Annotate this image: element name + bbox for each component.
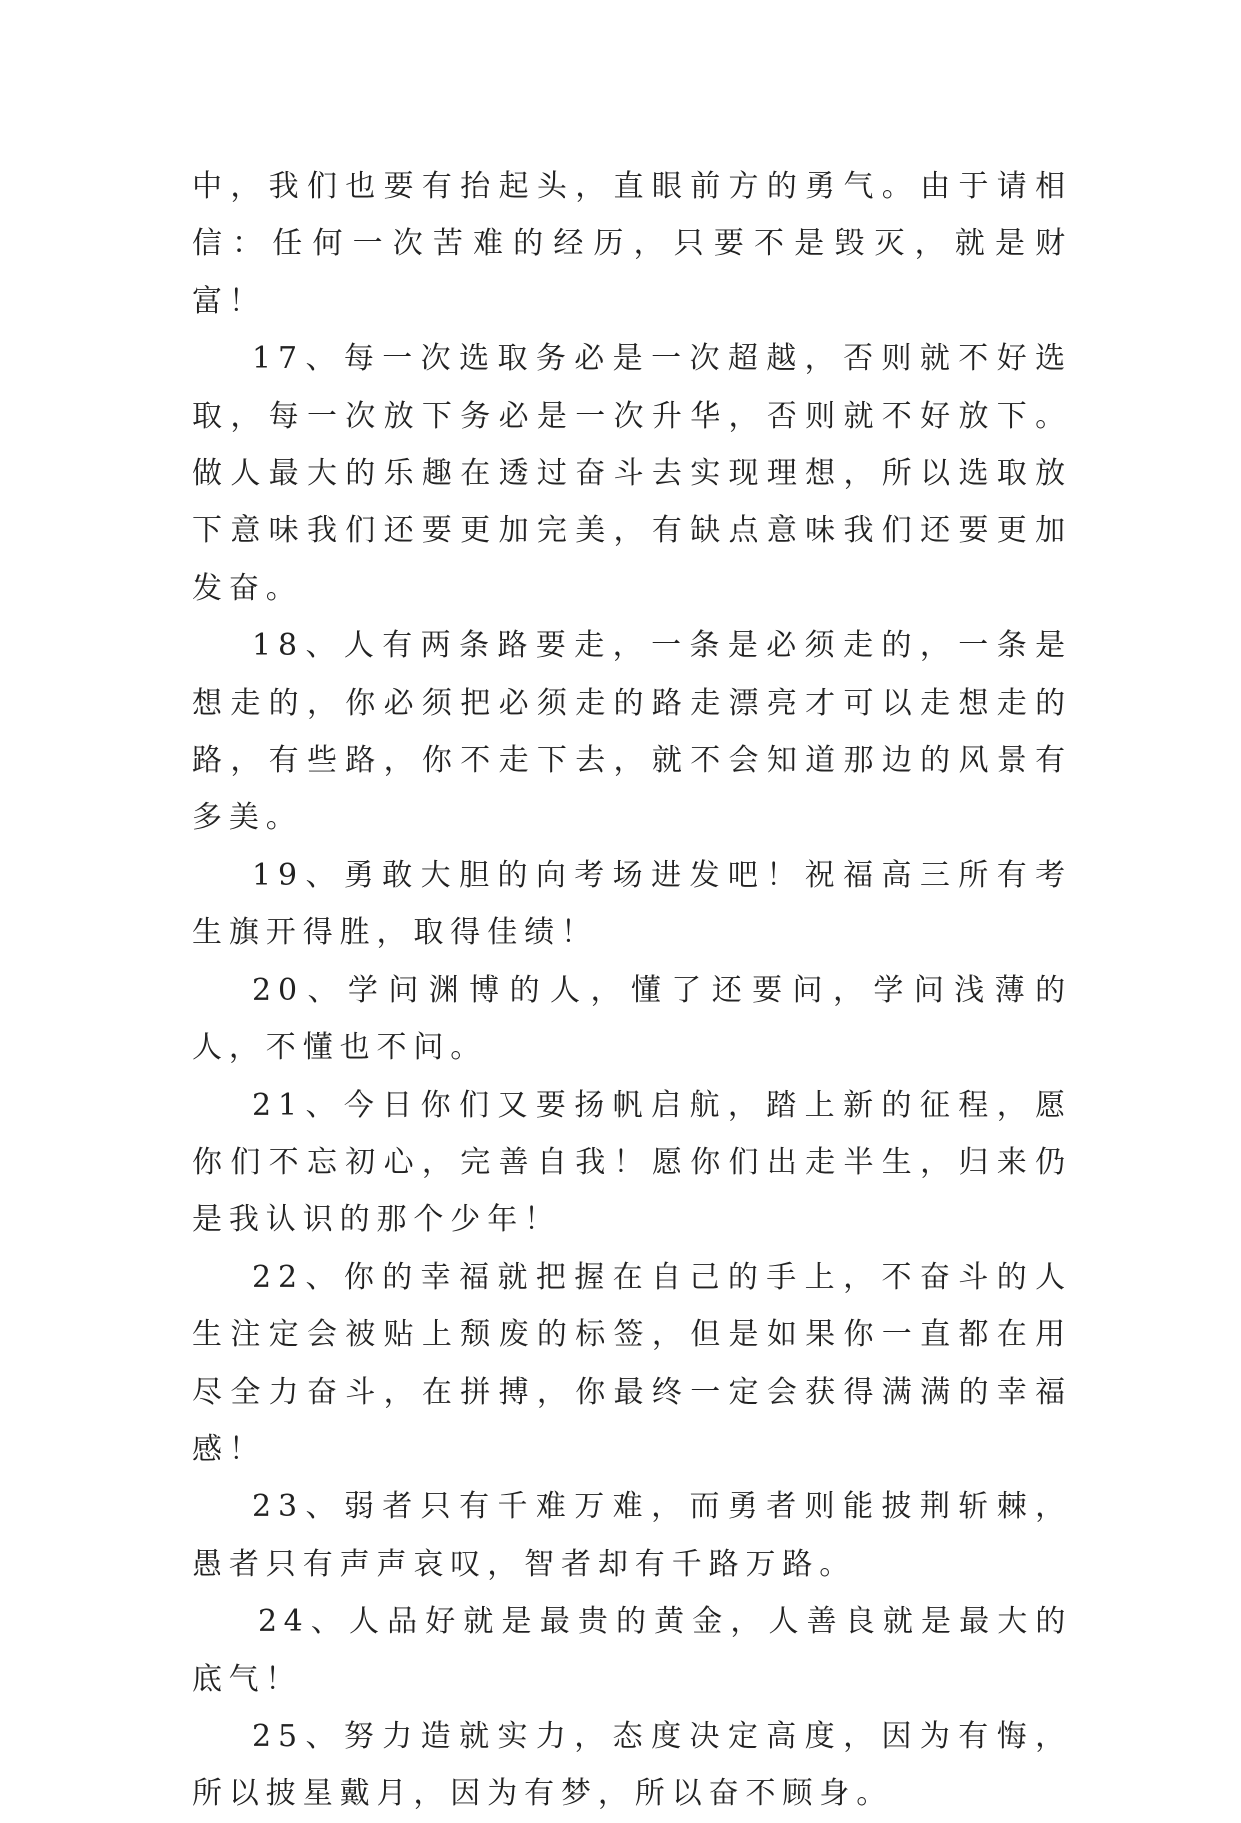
paragraph-22: 22、你的幸福就把握在自己的手上，不奋斗的人生注定会被贴上颓废的标签，但是如果你一直都在用尽全力奋斗，在拼搏，你最终一定会获得满满的幸福感！ <box>192 1259 1072 1467</box>
document-body <box>192 158 1072 1823</box>
paragraph-25: 25、努力造就实力，态度决定高度，因为有悔，所以披星戴月，因为有梦，所以奋不顾身。 <box>192 1718 1072 1812</box>
paragraph-17: 17、每一次选取务必是一次超越，否则就不好选取，每一次放下务必是一次升华，否则就不好放下。做人最大的乐趣在透过奋斗去实现理想，所以选取放下意味我们还要更加完美，有缺点意味我们还要更加发奋。 <box>192 341 1072 606</box>
paragraph-21: 21、今日你们又要扬帆启航，踏上新的征程，愿你们不忘初心，完善自我！愿你们出走半生，归来仍是我认识的那个少年！ <box>192 1087 1072 1238</box>
paragraph-20: 20、学问渊博的人，懂了还要问，学问浅薄的人，不懂也不问。 <box>192 972 1072 1066</box>
paragraph-18: 18、人有两条路要走，一条是必须走的，一条是想走的，你必须把必须走的路走漂亮才可以走想走的路，有些路，你不走下去，就不会知道那边的风景有多美。 <box>192 628 1072 836</box>
paragraph-continued: 中，我们也要有抬起头，直眼前方的勇气。由于请相信：任何一次苦难的经历，只要不是毁灭，就是财富！ <box>192 169 1072 319</box>
paragraph-23: 23、弱者只有千难万难，而勇者则能披荆斩棘，愚者只有声声哀叹，智者却有千路万路。 <box>192 1489 1072 1582</box>
paragraph-19: 19、勇敢大胆的向考场进发吧！祝福高三所有考生旗开得胜，取得佳绩！ <box>192 857 1072 951</box>
paragraph-24: 24、人品好就是最贵的黄金，人善良就是最大的底气！ <box>192 1604 1072 1697</box>
